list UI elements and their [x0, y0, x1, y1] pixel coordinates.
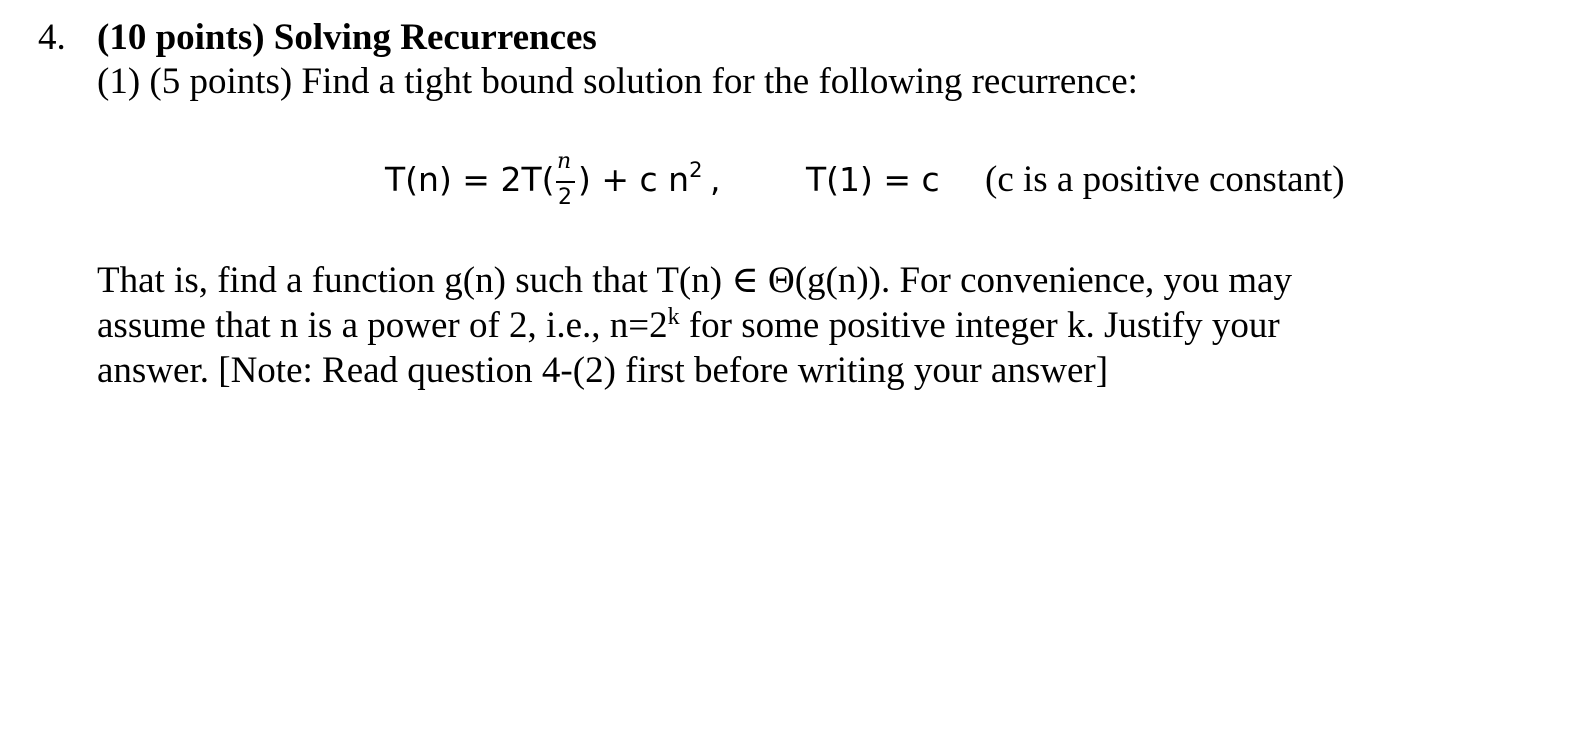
- instructions-paragraph: [97, 258, 1427, 393]
- equation-lhs: T(n) = 2T(: [385, 160, 555, 199]
- equation-exponent: 2: [689, 158, 703, 182]
- equation-rhs: [578, 158, 702, 202]
- fraction-bar: [556, 181, 575, 183]
- part-1-prompt: (1) (5 points) Find a tight bound solution for the following recurrence:: [97, 61, 1138, 102]
- instructions-line-2: [97, 303, 1427, 348]
- superscript-k: k: [667, 304, 680, 330]
- fraction-numerator: n: [557, 149, 572, 174]
- instructions-line-2-end: for some positive integer k. Justify your: [679, 305, 1280, 346]
- equation-rhs-text: ) + c n: [578, 160, 690, 199]
- question-title: (10 points) Solving Recurrences: [97, 17, 597, 58]
- instructions-line-1: That is, find a function g(n) such that T(n) ∈ Θ(g(n)). For convenience, you may: [97, 260, 1292, 301]
- question-number: 4.: [38, 17, 66, 58]
- instructions-line-3: answer. [Note: Read question 4-(2) first before writing your answer]: [97, 350, 1109, 391]
- instructions-line-2-start: assume that n is a power of 2, i.e., n=2: [97, 305, 668, 346]
- fraction-n-over-2: [555, 149, 577, 214]
- constant-note: (c is a positive constant): [985, 159, 1345, 200]
- equation-comma: ,: [710, 160, 721, 199]
- base-case: T(1) = c: [806, 160, 940, 199]
- fraction-denominator: 2: [558, 185, 572, 210]
